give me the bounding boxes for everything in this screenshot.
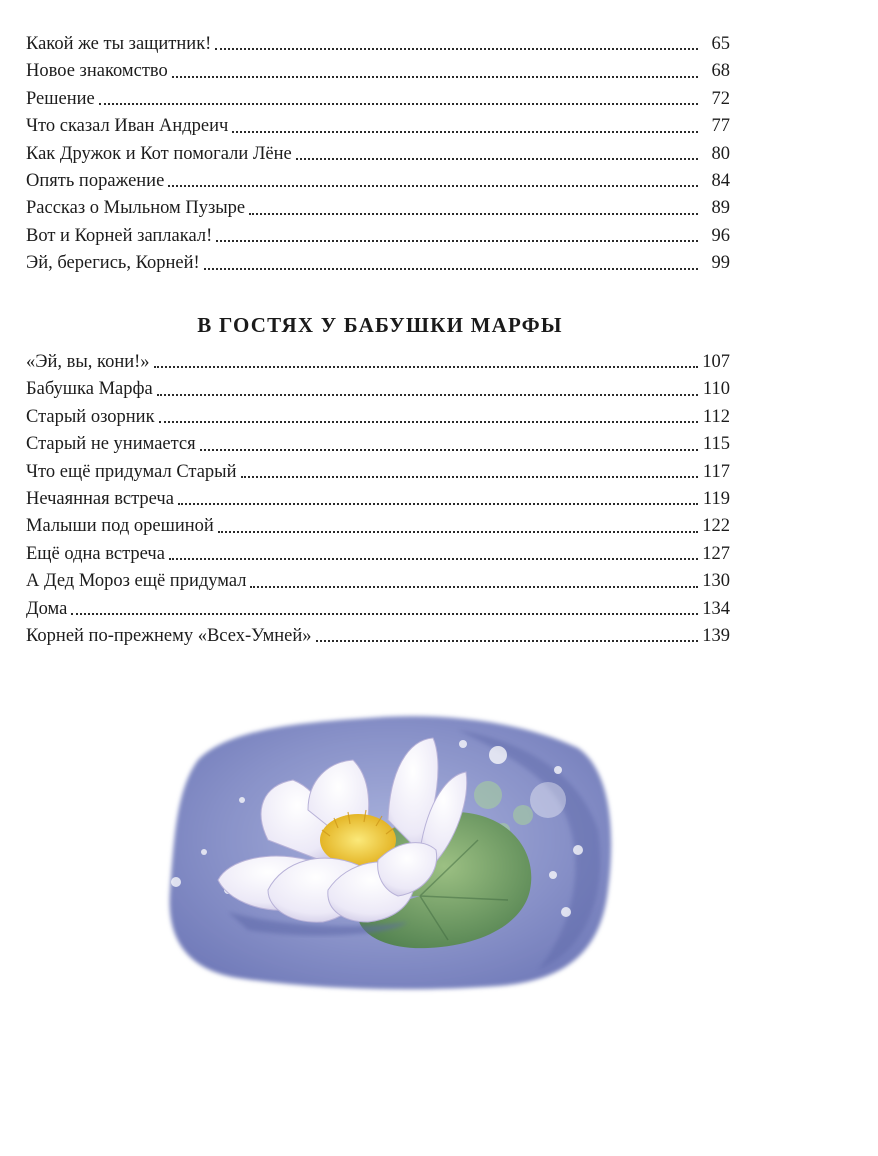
toc-entry-title: Эй, берегись, Корней! [26,253,200,274]
toc-entry [26,431,730,458]
toc-entry-leader [154,366,698,368]
toc-entry [26,141,730,168]
toc-entry-title: Вот и Корней заплакал! [26,225,213,246]
toc-entry-title: Какой же ты защитник! [26,33,212,54]
toc-entry-page: 89 [711,198,730,219]
toc-entry-leader [178,503,698,505]
toc-entry-leader [168,185,698,187]
toc-entry [26,195,730,222]
toc-entry-page: 127 [702,543,730,564]
toc-entry-page: 110 [702,379,730,400]
toc-entry-leader [218,531,698,533]
water-lily-illustration-icon [158,700,618,1000]
toc-entry [26,596,730,623]
toc-entry-page: 130 [702,571,730,592]
toc-entry [26,459,730,486]
toc-entry-title: Ещё одна встреча [26,543,165,564]
toc-entry-leader [316,640,698,642]
toc-entry-title: Что ещё придумал Старый [26,461,237,482]
toc-entry [26,486,730,513]
toc-entry-leader [241,476,698,478]
toc-entry-title: Нечаянная встреча [26,488,174,509]
toc-entry-leader [249,213,698,215]
toc-entry-page: 117 [702,461,730,482]
toc-entry-page: 77 [711,116,730,137]
toc-entry [26,376,730,403]
toc-entry-page: 112 [702,406,730,427]
toc-entry-leader [159,421,698,423]
section-heading: В ГОСТЯХ У БАБУШКИ МАРФЫ [197,313,563,337]
toc-entry-title: Новое знакомство [26,61,168,82]
toc-entry [26,58,730,85]
toc-entry-leader [71,613,698,615]
toc-entry-title: Опять поражение [26,170,165,191]
toc-entry [26,623,730,650]
toc-entry-page: 96 [711,225,730,246]
toc-entry-leader [172,76,698,78]
toc-entry [26,168,730,195]
toc-entry-title: Малыши под орешиной [26,516,214,537]
toc-entry [26,541,730,568]
toc-entry-leader [215,48,698,50]
toc-entry-page: 119 [702,488,730,509]
toc-entry-page: 134 [702,598,730,619]
toc-entry-title: Как Дружок и Кот помогали Лёне [26,143,292,164]
toc-entry [26,113,730,140]
toc-entry-title: Решение [26,88,95,109]
toc-entry-page: 68 [711,61,730,82]
toc-entry-page: 84 [711,170,730,191]
toc-entry-title: А Дед Мороз ещё придумал [26,571,247,592]
toc-entry-title: Рассказ о Мыльном Пузыре [26,198,246,219]
toc-entry-page: 72 [711,88,730,109]
toc-entry [26,31,730,58]
toc-list-second [26,349,730,650]
toc-list-first [26,31,730,278]
toc-entry-page: 99 [711,253,730,274]
toc-entry-title: Старый озорник [26,406,155,427]
toc-entry [26,86,730,113]
toc-entry [26,250,730,277]
toc-entry-page: 115 [702,434,730,455]
toc-entry-leader [99,103,698,105]
toc-entry-title: «Эй, вы, кони!» [26,351,150,372]
toc-entry-page: 80 [711,143,730,164]
toc-entry-leader [250,586,698,588]
toc-entry-leader [169,558,698,560]
toc-entry [26,513,730,540]
toc-entry-leader [204,268,698,270]
toc-entry-leader [232,131,698,133]
toc-entry-page: 107 [702,351,730,372]
toc-entry-leader [200,449,698,451]
toc-entry-title: Бабушка Марфа [26,379,153,400]
toc-entry-title: Старый не унимается [26,434,196,455]
toc-entry-page: 139 [702,625,730,646]
toc-entry-leader [296,158,698,160]
toc-entry [26,404,730,431]
toc-entry [26,568,730,595]
toc-entry-title: Дома [26,598,68,619]
toc-entry-page: 122 [702,516,730,537]
toc-entry-title: Что сказал Иван Андреич [26,116,229,137]
toc-entry [26,223,730,250]
toc-entry [26,349,730,376]
toc-entry-leader [216,240,698,242]
toc-entry-title: Корней по-прежнему «Всех-Умней» [26,625,312,646]
toc-entry-leader [157,394,698,396]
toc-entry-page: 65 [711,33,730,54]
